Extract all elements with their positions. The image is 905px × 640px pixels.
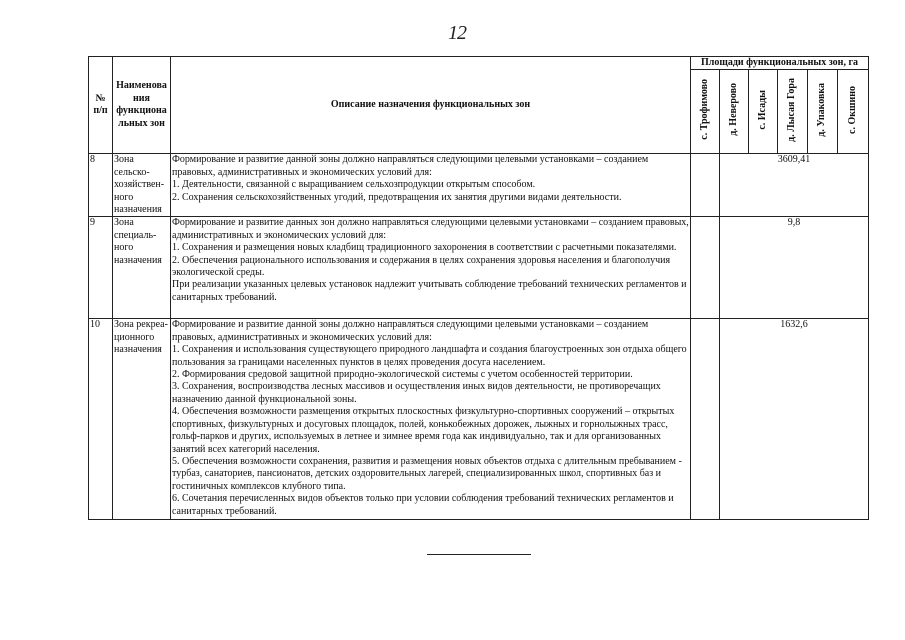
header-village-trofimovo: с. Трофимово (691, 70, 720, 154)
area-cell-empty (691, 319, 720, 520)
description-paragraph: 2. Обеспечения рационального использования и содержания в целях сохранения здоровья населения и благополучия экологической среды. (172, 254, 671, 279)
table-row (89, 154, 869, 217)
row-zone-name: Зона сельско-хозяйствен-ного назначения (113, 154, 171, 217)
area-cell-empty (691, 154, 720, 217)
row-area: 9,8 (720, 217, 869, 319)
description-paragraph: 6. Сочетания перечисленных видов объектов только при условии соблюдения требований технических регламентов и санитарных требований. (172, 493, 674, 517)
description-paragraph: 1. Сохранения и размещения новых кладбищ традиционного захоронения в соответствии с расчетными показателями. (172, 242, 677, 254)
header-village-upakovka: д. Упаковка (808, 70, 838, 154)
table-row (89, 217, 869, 319)
description-paragraph: При реализации указанных целевых установок надлежит учитывать соблюдение требований технических регламентов и санитарных требований. (172, 279, 687, 303)
description-paragraph: 3. Сохранения, воспроизводства лесных массивов и осуществления иных видов деятельности, не противоречащих назначению данной функциональной зоны. (172, 381, 661, 405)
page-number: 12 (448, 22, 466, 44)
row-num: 9 (89, 217, 113, 319)
header-village-lysaya-gora: д. Лысая Гора (778, 70, 808, 154)
area-cell-empty (691, 217, 720, 319)
header-zone-name: Наименова ния функциона льных зон (113, 57, 171, 154)
row-zone-name: Зона рекреа-ционного назначения (113, 319, 171, 520)
table-row (89, 319, 869, 520)
row-num: 10 (89, 319, 113, 520)
row-zone-name: Зона специаль-ного назначения (113, 217, 171, 319)
description-paragraph: 2. Формирования средовой защитной природно-экологической системы с учетом особенностей территории. (172, 369, 633, 381)
row-area: 1632,6 (720, 319, 869, 520)
header-areas: Площади функциональных зон, га (691, 57, 869, 70)
description-paragraph: Формирование и развитие данных зон должно направляться следующими целевыми установками – созданием правовых, административных и экономических условий для: (172, 217, 689, 241)
row-description (171, 217, 691, 319)
description-paragraph: 1. Сохранения и использования существующего природного ландшафта и создания благоустроенных зон отдыха общего пользования за границами населенных пунктов в целях проведения досуга населением. (172, 344, 687, 368)
bottom-separator-line (427, 554, 531, 555)
description-paragraph: 2. Сохранения сельскохозяйственных угодий, предотвращения их занятия другими видами деятельности. (172, 191, 622, 203)
header-description: Описание назначения функциональных зон (171, 57, 691, 154)
description-paragraph: Формирование и развитие данной зоны должно направляться следующими целевыми установками – созданием правовых, административных и экономических условий для: (172, 154, 649, 178)
description-paragraph: 5. Обеспечения возможности сохранения, развития и размещения новых объектов отдыха с длительным пребыванием - турбаз, санаториев, пансионатов, детских оздоровительных лагерей, специализированных школ, спортивных баз и гостиничных комплексов клубного типа. (172, 455, 682, 492)
row-area: 3609,41 (720, 154, 869, 217)
row-num: 8 (89, 154, 113, 217)
functional-zones-table (88, 56, 869, 520)
description-paragraph: 1. Деятельности, связанной с выращиванием сельхозпродукции открытым способом. (172, 179, 536, 191)
header-village-okshino: с. Окшино (838, 70, 869, 154)
description-paragraph: 4. Обеспечения возможности размещения открытых плоскостных физкультурно-спортивных сооружений – открытых спортивных, физкультурных и досуговых площадок, полей, конькобежных дорожек, лыжных и горнолыжных трасс, гольф-парков и других, используемых в летнее и зимнее время года как индивидуально, так и для организованных занятий всех категорий населения. (172, 406, 675, 455)
header-village-neverovo: д. Неверово (720, 70, 749, 154)
header-village-isady: с. Исады (749, 70, 778, 154)
header-num: № п/п (89, 57, 113, 154)
row-description (171, 319, 691, 520)
row-description (171, 154, 691, 217)
description-paragraph: Формирование и развитие данной зоны должно направляться следующими целевыми установками – созданием правовых, административных и экономических условий для: (172, 319, 649, 343)
